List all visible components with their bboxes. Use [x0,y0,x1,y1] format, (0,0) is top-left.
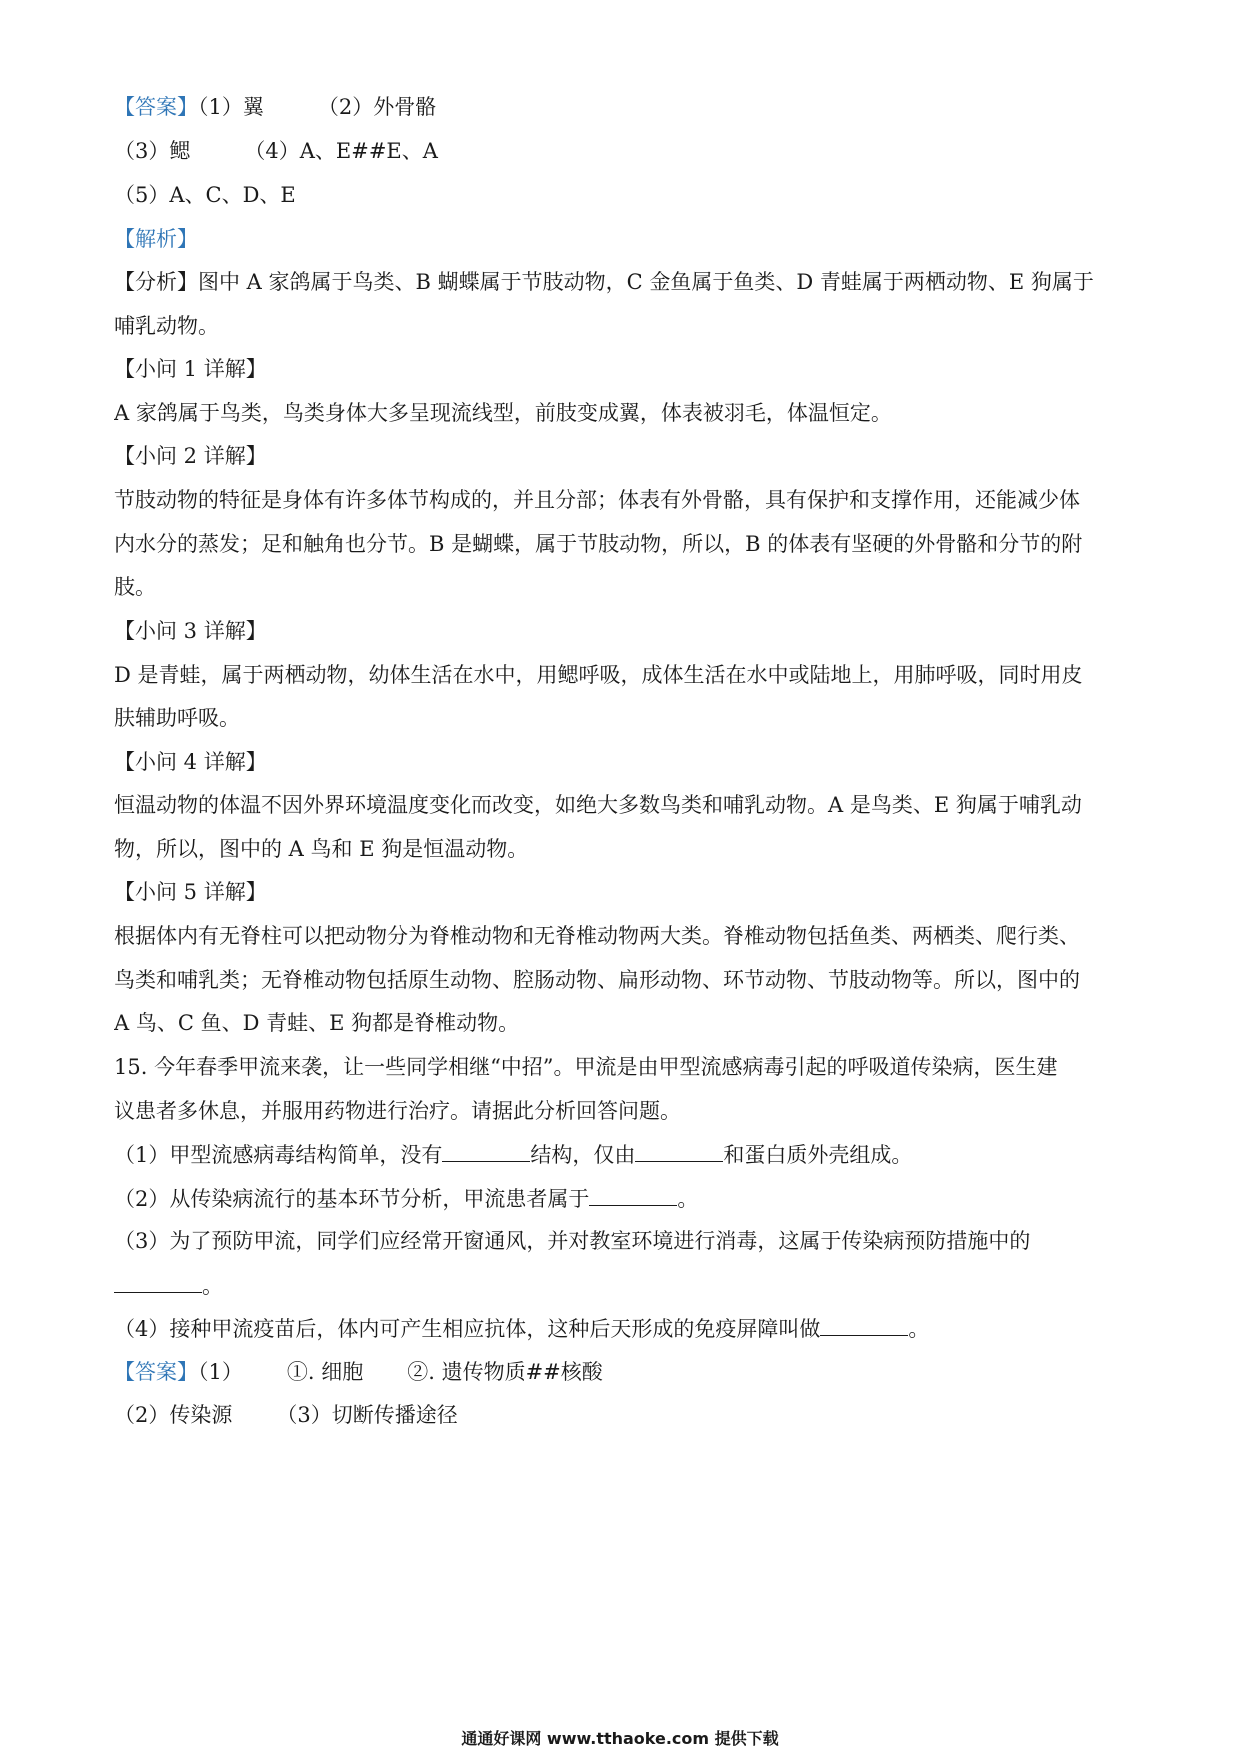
q15-answer-1-part1: ①. 细胞 [286,1360,364,1384]
answer-5: （5）A、C、D、E [114,183,296,207]
q15-part-4-text-b: 。 [908,1317,930,1341]
q14-answer-line-2 [114,136,1124,166]
q15-answer-2: （2）传染源 [114,1403,233,1427]
answer-label: 【答案】 [114,1360,198,1384]
q15-answer-line-2 [114,1400,1124,1430]
sub4-line-2: 物，所以，图中的 A 鸟和 E 狗是恒温动物。 [114,837,529,861]
q15-part-1-text-a: （1）甲型流感病毒结构简单，没有 [114,1143,443,1167]
sub2-line-3: 肢。 [114,575,156,599]
q14-answer-line-3 [114,180,1124,210]
analysis-line-2: 哺乳动物。 [114,314,219,338]
q15-answer-1-part2: ②. 遗传物质##核酸 [407,1360,603,1384]
q15-part-2 [114,1183,1124,1213]
sub2-line-1: 节肢动物的特征是身体有许多体节构成的，并且分部；体表有外骨骼，具有保护和支撑作用，还能减少体 [114,488,1080,512]
answer-4: （4）A、E##E、A [244,139,438,163]
sub4-title: 【小问 4 详解】 [114,750,267,774]
q15-part-1 [114,1139,1124,1169]
answer-blank[interactable] [589,1183,677,1206]
sub5-line-3: A 鸟、C 鱼、D 青蛙、E 狗都是脊椎动物。 [114,1011,520,1035]
sub3-line-1: D 是青蛙，属于两栖动物，幼体生活在水中，用鳃呼吸，成体生活在水中或陆地上，用肺呼吸，同时用皮 [114,663,1083,687]
q15-part-3 [114,1226,1124,1256]
sub4-line-1: 恒温动物的体温不因外界环境温度变化而改变，如绝大多数鸟类和哺乳动物。A 是鸟类、E 狗属于哺乳动 [114,793,1082,817]
analysis-line-1: 【分析】图中 A 家鸽属于鸟类、B 蝴蝶属于节肢动物，C 金鱼属于鱼类、D 青蛙属于两栖动物、E 狗属于 [114,270,1094,294]
sub5-line-2: 鸟类和哺乳类；无脊椎动物包括原生动物、腔肠动物、扁形动物、环节动物、节肢动物等。所以，图中的 [114,968,1080,992]
sub2-title: 【小问 2 详解】 [114,444,267,468]
q14-answer-line-1 [114,92,1124,122]
page-footer: 通通好课网 www.tthaoke.com 提供下载 [461,1729,779,1748]
answer-blank[interactable] [820,1313,908,1336]
q15-part-3-text-b: 。 [202,1274,223,1298]
q15-part-3-text-a: （3）为了预防甲流，同学们应经常开窗通风，并对教室环境进行消毒，这属于传染病预防措施中的 [114,1229,1031,1253]
sub5-title: 【小问 5 详解】 [114,880,267,904]
q15-stem-line-1: 15. 今年春季甲流来袭，让一些同学相继“中招”。甲流是由甲型流感病毒引起的呼吸道传染病，医生建 [114,1055,1058,1079]
sub1-line-1: A 家鸽属于鸟类，鸟类身体大多呈现流线型，前肢变成翼，体表被羽毛，体温恒定。 [114,401,892,425]
q15-part-4-text-a: （4）接种甲流疫苗后，体内可产生相应抗体，这种后天形成的免疫屏障叫做 [114,1317,821,1341]
q15-part-1-text-c: 和蛋白质外壳组成。 [723,1143,913,1167]
sub1-title: 【小问 1 详解】 [114,357,267,381]
answer-2: （2）外骨骼 [317,95,437,119]
q15-answer-line-1 [114,1357,1124,1387]
analysis-label: 【解析】 [114,227,198,251]
q15-part-2-text-b: 。 [677,1187,699,1211]
sub3-title: 【小问 3 详解】 [114,619,267,643]
q15-stem-line-2: 议患者多休息，并服用药物进行治疗。请据此分析回答问题。 [114,1099,681,1123]
answer-blank[interactable] [635,1139,723,1162]
answer-blank[interactable] [114,1270,202,1293]
q15-answer-3: （3）切断传播途径 [276,1403,458,1427]
sub2-line-2: 内水分的蒸发；足和触角也分节。B 是蝴蝶，属于节肢动物，所以，B 的体表有坚硬的外骨骼和分节的附 [114,532,1083,556]
q15-part-2-text-a: （2）从传染病流行的基本环节分析，甲流患者属于 [114,1187,590,1211]
answer-3: （3）鳃 [114,139,191,163]
q15-part-3-cont [114,1270,1124,1300]
answer-blank[interactable] [442,1139,530,1162]
sub5-line-1: 根据体内有无脊柱可以把动物分为脊椎动物和无脊椎动物两大类。脊椎动物包括鱼类、两栖类、爬行类、 [114,924,1080,948]
q15-part-1-text-b: 结构，仅由 [530,1143,636,1167]
answer-1: （1）翼 [198,95,264,119]
q15-answer-1-prefix: （1） [198,1360,243,1384]
sub3-line-2: 肤辅助呼吸。 [114,706,240,730]
answer-label: 【答案】 [114,95,198,119]
q15-part-4 [114,1313,1124,1343]
